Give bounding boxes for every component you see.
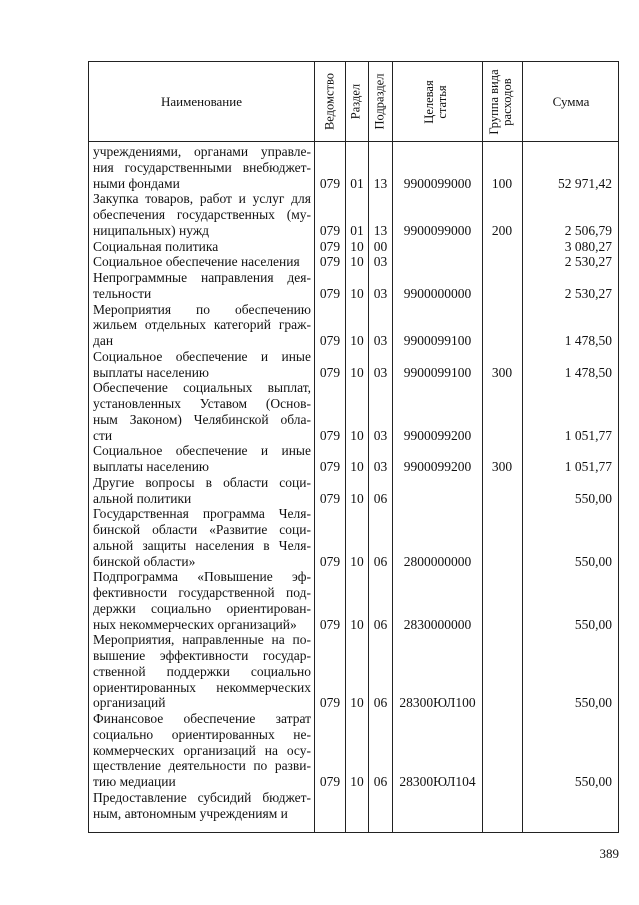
cell-ved: 079 bbox=[319, 222, 341, 238]
row-name-line: фективности государственной под- bbox=[93, 585, 311, 600]
row-name-line: Непрограммные направления дея- bbox=[93, 270, 311, 285]
row-name bbox=[93, 349, 311, 381]
cell-razdel: 10 bbox=[350, 238, 364, 254]
cell-podrazdel: 03 bbox=[373, 364, 388, 380]
header-name: Наименование bbox=[161, 94, 242, 109]
cell-cs: 9900099000 bbox=[403, 222, 472, 238]
cell-podrazdel: 03 bbox=[373, 459, 388, 474]
cell-razdel: 10 bbox=[350, 774, 364, 789]
cell-sum: 550,00 bbox=[574, 553, 612, 569]
cell-razdel: 10 bbox=[350, 695, 364, 711]
cell-ved: 079 bbox=[319, 238, 341, 254]
cell-podrazdel: 06 bbox=[373, 553, 388, 569]
cell-cs: 9900099100 bbox=[403, 333, 472, 348]
row-name bbox=[93, 443, 311, 475]
cell-podrazdel: 13 bbox=[373, 222, 388, 238]
cell-sum: 1 051,77 bbox=[564, 459, 612, 474]
cell-ved: 079 bbox=[319, 364, 341, 380]
cell-razdel: 01 bbox=[350, 175, 364, 191]
cell-vr: 200 bbox=[491, 222, 513, 238]
row-name bbox=[93, 144, 311, 191]
row-name-line: Государственная программа Челя- bbox=[93, 506, 311, 522]
row-name-line: Мероприятия, направленные на по- bbox=[93, 632, 311, 648]
row-name-line: установленных Уставом (Основ- bbox=[93, 396, 311, 411]
row-name-line: жильем отдельных категорий граж- bbox=[93, 317, 311, 333]
row-name bbox=[93, 239, 311, 255]
cell-sum: 2 530,27 bbox=[564, 285, 612, 301]
header-ved: Ведомство bbox=[322, 72, 337, 131]
cell-cs: 28300ЮЛ100 bbox=[399, 695, 476, 711]
row-name-line: вышение эффективности государ- bbox=[93, 648, 311, 663]
row-name-line: Другие вопросы в области соци- bbox=[93, 474, 311, 490]
cell-podrazdel: 06 bbox=[373, 774, 388, 789]
row-name bbox=[93, 790, 311, 822]
cell-sum: 1 051,77 bbox=[564, 427, 612, 443]
cell-podrazdel: 03 bbox=[373, 254, 388, 270]
row-name-line: ниципальных) нужд bbox=[93, 222, 210, 238]
budget-table bbox=[88, 61, 619, 833]
row-name-line: учреждениями, органами управле- bbox=[93, 144, 311, 159]
cell-podrazdel: 06 bbox=[373, 616, 388, 632]
row-name-line: выплаты населению bbox=[93, 364, 210, 380]
row-name-line: альной политики bbox=[93, 490, 192, 506]
row-name-line: коммерческих организаций на осу- bbox=[93, 742, 311, 758]
page-number: 389 bbox=[599, 846, 619, 861]
header-vr bbox=[488, 67, 516, 137]
cell-razdel: 10 bbox=[350, 427, 364, 443]
cell-ved: 079 bbox=[319, 695, 341, 711]
row-name bbox=[93, 475, 311, 507]
header-cs-line1: Целевая bbox=[422, 80, 436, 124]
row-name-line: сти bbox=[93, 427, 113, 443]
row-name-line: тию медиации bbox=[93, 774, 176, 789]
header-vr-line2: расходов bbox=[500, 78, 514, 126]
row-name bbox=[93, 302, 311, 349]
row-name-line: ния государственными внебюджет- bbox=[93, 159, 311, 175]
cell-podrazdel: 06 bbox=[373, 695, 388, 711]
cell-sum: 550,00 bbox=[574, 695, 612, 711]
row-name-line: Обеспечение социальных выплат, bbox=[93, 380, 311, 396]
row-name bbox=[93, 254, 311, 270]
header-cs-line2: статья bbox=[435, 85, 449, 119]
header-sum: Сумма bbox=[552, 94, 590, 109]
cell-ved: 079 bbox=[319, 254, 341, 270]
row-name-line: дан bbox=[93, 333, 114, 348]
row-name-line: организаций bbox=[93, 695, 166, 711]
header-vr-line1: Группа вида bbox=[487, 69, 501, 135]
cell-ved: 079 bbox=[319, 285, 341, 301]
cell-vr: 300 bbox=[491, 459, 513, 474]
row-name-line: альной защиты населения в Челя- bbox=[93, 537, 311, 553]
row-name-line: держки социально ориентирован- bbox=[93, 600, 311, 616]
cell-sum: 550,00 bbox=[574, 616, 612, 632]
cell-razdel: 01 bbox=[350, 222, 364, 238]
row-name-line: ориентированных некоммерческих bbox=[93, 679, 311, 695]
row-name bbox=[93, 380, 311, 443]
cell-cs: 9900099200 bbox=[403, 427, 472, 443]
row-name-line: Мероприятия по обеспечению bbox=[93, 301, 311, 317]
cell-ved: 079 bbox=[319, 333, 341, 348]
cell-sum: 52 971,42 bbox=[558, 175, 612, 191]
header-cs bbox=[423, 67, 451, 137]
cell-razdel: 10 bbox=[350, 254, 364, 270]
cell-ved: 079 bbox=[319, 616, 341, 632]
cell-razdel: 10 bbox=[350, 616, 364, 632]
cell-ved: 079 bbox=[319, 427, 341, 443]
cell-sum: 2 530,27 bbox=[564, 254, 612, 270]
row-name-line: Подпрограмма «Повышение эф- bbox=[93, 569, 311, 585]
row-name-line: Закупка товаров, работ и услуг для bbox=[93, 191, 311, 207]
cell-cs: 2830000000 bbox=[403, 616, 472, 632]
cell-ved: 079 bbox=[319, 459, 341, 474]
cell-razdel: 10 bbox=[350, 490, 364, 506]
cell-podrazdel: 03 bbox=[373, 333, 388, 348]
row-name-line: ными фондами bbox=[93, 175, 180, 191]
header-podrazdel: Подраздел bbox=[372, 73, 387, 130]
row-name bbox=[93, 632, 311, 711]
cell-cs: 9900099000 bbox=[403, 175, 472, 191]
row-name-line: обеспечения государственных (му- bbox=[93, 207, 311, 222]
row-name-line: ным, автономным учреждениям и bbox=[93, 805, 288, 821]
cell-cs: 9900000000 bbox=[403, 285, 472, 301]
cell-cs: 2800000000 bbox=[403, 553, 472, 569]
row-name-line: Социальное обеспечение и иные bbox=[93, 443, 311, 459]
cell-podrazdel: 00 bbox=[373, 238, 388, 254]
row-name-line: социально ориентированных не- bbox=[93, 726, 311, 742]
row-name bbox=[93, 711, 311, 790]
cell-vr: 300 bbox=[491, 364, 513, 380]
cell-podrazdel: 03 bbox=[373, 427, 388, 443]
row-name-line: выплаты населению bbox=[93, 459, 210, 474]
row-name-line: ных некоммерческих организаций» bbox=[93, 616, 297, 632]
row-name-line: ным Законом) Челябинской обла- bbox=[93, 411, 311, 427]
cell-razdel: 10 bbox=[350, 364, 364, 380]
row-name-line: Социальное обеспечение населения bbox=[93, 254, 300, 270]
col-divider bbox=[522, 62, 523, 832]
row-name-line: Предоставление субсидий бюджет- bbox=[93, 789, 311, 805]
cell-podrazdel: 13 bbox=[373, 175, 388, 191]
cell-ved: 079 bbox=[319, 774, 341, 789]
row-name-line: Социальная политика bbox=[93, 238, 219, 254]
cell-razdel: 10 bbox=[350, 459, 364, 474]
cell-razdel: 10 bbox=[350, 553, 364, 569]
row-name-line: Финансовое обеспечение затрат bbox=[93, 711, 311, 726]
row-name-line: ственной поддержки социально bbox=[93, 663, 311, 679]
cell-cs: 9900099200 bbox=[403, 459, 472, 474]
cell-cs: 9900099100 bbox=[403, 364, 472, 380]
cell-sum: 550,00 bbox=[574, 774, 612, 789]
cell-sum: 2 506,79 bbox=[564, 222, 612, 238]
row-name-line: бинской области «Развитие соци- bbox=[93, 522, 311, 537]
row-name-line: Социальное обеспечение и иные bbox=[93, 348, 311, 364]
header-divider bbox=[89, 141, 618, 142]
row-name bbox=[93, 270, 311, 302]
cell-cs: 28300ЮЛ104 bbox=[399, 774, 476, 789]
cell-vr: 100 bbox=[491, 175, 513, 191]
cell-podrazdel: 06 bbox=[373, 490, 388, 506]
cell-sum: 550,00 bbox=[574, 490, 612, 506]
cell-sum: 1 478,50 bbox=[564, 333, 612, 348]
row-name-line: ществление деятельности по разви- bbox=[93, 758, 311, 774]
row-name-line: тельности bbox=[93, 285, 152, 301]
cell-razdel: 10 bbox=[350, 333, 364, 348]
cell-sum: 3 080,27 bbox=[564, 238, 612, 254]
row-name bbox=[93, 569, 311, 632]
row-name bbox=[93, 506, 311, 569]
cell-sum: 1 478,50 bbox=[564, 364, 612, 380]
cell-ved: 079 bbox=[319, 553, 341, 569]
row-name bbox=[93, 191, 311, 238]
cell-podrazdel: 03 bbox=[373, 285, 388, 301]
cell-razdel: 10 bbox=[350, 285, 364, 301]
cell-ved: 079 bbox=[319, 490, 341, 506]
header-razdel: Раздел bbox=[348, 83, 363, 120]
row-name-line: бинской области» bbox=[93, 553, 196, 569]
cell-ved: 079 bbox=[319, 175, 341, 191]
